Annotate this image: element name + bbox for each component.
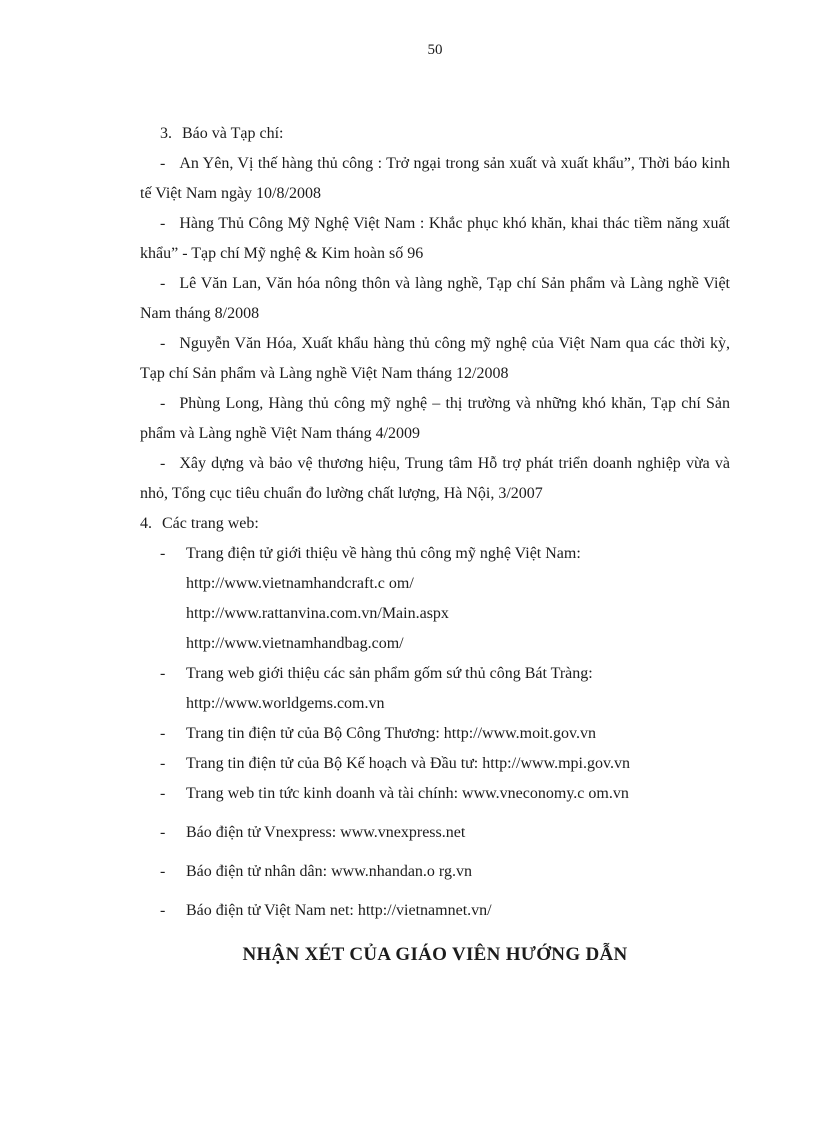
entry-text: Trang web giới thiệu các sản phẩm gốm sứ thủ công Bát Tràng:	[186, 665, 593, 682]
url-text: http://www.rattanvina.com.vn/Main.aspx	[186, 605, 449, 622]
list-dash: -	[160, 665, 166, 682]
list-dash: -	[160, 785, 166, 802]
entry-text: Lê Văn Lan, Văn hóa nông thôn và làng nghề, Tạp chí Sản phẩm và Làng nghề Việt Nam tháng 8/2008	[140, 275, 730, 322]
reviewer-comments-title: NHẬN XÉT CỦA GIÁO VIÊN HƯỚNG DẪN	[242, 944, 628, 965]
entry-text: Trang web tin tức kinh doanh và tài chính: www.vneconomy.c om.vn	[186, 785, 629, 802]
url-text: http://www.worldgems.com.vn	[186, 695, 385, 712]
entry-text: Báo điện tử nhân dân: www.nhandan.o rg.vn	[186, 863, 472, 880]
entry-text: Báo điện tử Việt Nam net: http://vietnamnet.vn/	[186, 902, 492, 919]
web-entry	[160, 779, 730, 809]
section-number: 3.	[160, 125, 172, 142]
bibliography-entry	[140, 209, 730, 269]
list-dash: -	[160, 155, 166, 172]
section-heading-websites	[140, 509, 730, 539]
bibliography-entry	[140, 329, 730, 389]
bibliography-entry	[140, 269, 730, 329]
web-entry	[160, 659, 730, 719]
web-entry	[160, 719, 730, 749]
list-dash: -	[160, 275, 166, 292]
entry-text: Trang điện tử giới thiệu về hàng thủ công mỹ nghệ Việt Nam:	[186, 545, 581, 562]
web-entry	[160, 896, 730, 926]
page-number: 50	[427, 42, 443, 58]
list-dash: -	[160, 335, 166, 352]
list-dash: -	[160, 455, 166, 472]
section-number: 4.	[140, 515, 152, 532]
section-title: Các trang web:	[162, 515, 259, 532]
bibliography-entry	[140, 149, 730, 209]
list-dash: -	[160, 755, 166, 772]
entry-text: Phùng Long, Hàng thủ công mỹ nghệ – thị trường và những khó khăn, Tạp chí Sản phẩm và Làng nghề Việt Nam tháng 4/2009	[140, 395, 730, 442]
url-text: http://www.vietnamhandbag.com/	[186, 635, 404, 652]
list-dash: -	[160, 215, 166, 232]
bibliography-entry	[140, 389, 730, 449]
entry-text: An Yên, Vị thế hàng thủ công : Trở ngại trong sản xuất và xuất khẩu”, Thời báo kinh tế Việt Nam ngày 10/8/2008	[140, 155, 730, 202]
bibliography-entry	[140, 449, 730, 509]
list-dash: -	[160, 902, 166, 919]
web-entry	[160, 818, 730, 848]
entry-text: Hàng Thủ Công Mỹ Nghệ Việt Nam : Khắc phục khó khăn, khai thác tiềm năng xuất khẩu” - Tạp chí Mỹ nghệ & Kim hoàn số 96	[140, 215, 730, 262]
entry-text: Trang tin điện tử của Bộ Công Thương: http://www.moit.gov.vn	[186, 725, 596, 742]
list-dash: -	[160, 395, 166, 412]
web-entry	[160, 857, 730, 887]
list-dash: -	[160, 545, 166, 562]
entry-text: Xây dựng và bảo vệ thương hiệu, Trung tâm Hỗ trợ phát triển doanh nghiệp vừa và nhỏ, Tổng cục tiêu chuẩn đo lường chất lượng, Hà Nội, 3/2007	[140, 455, 730, 502]
web-entry	[160, 749, 730, 779]
list-dash: -	[160, 824, 166, 841]
section-title: Báo và Tạp chí:	[182, 125, 284, 142]
entry-text: Trang tin điện tử của Bộ Kế hoạch và Đầu tư: http://www.mpi.gov.vn	[186, 755, 630, 772]
url-text: http://www.vietnamhandcraft.c om/	[186, 575, 414, 592]
entry-text: Báo điện tử Vnexpress: www.vnexpress.net	[186, 824, 466, 841]
web-entry	[160, 539, 730, 659]
entry-text: Nguyễn Văn Hóa, Xuất khẩu hàng thủ công mỹ nghệ của Việt Nam qua các thời kỳ, Tạp chí Sản phẩm và Làng nghề Việt Nam tháng 12/2008	[140, 335, 730, 382]
list-dash: -	[160, 863, 166, 880]
section-heading-periodicals	[140, 119, 730, 149]
list-dash: -	[160, 725, 166, 742]
